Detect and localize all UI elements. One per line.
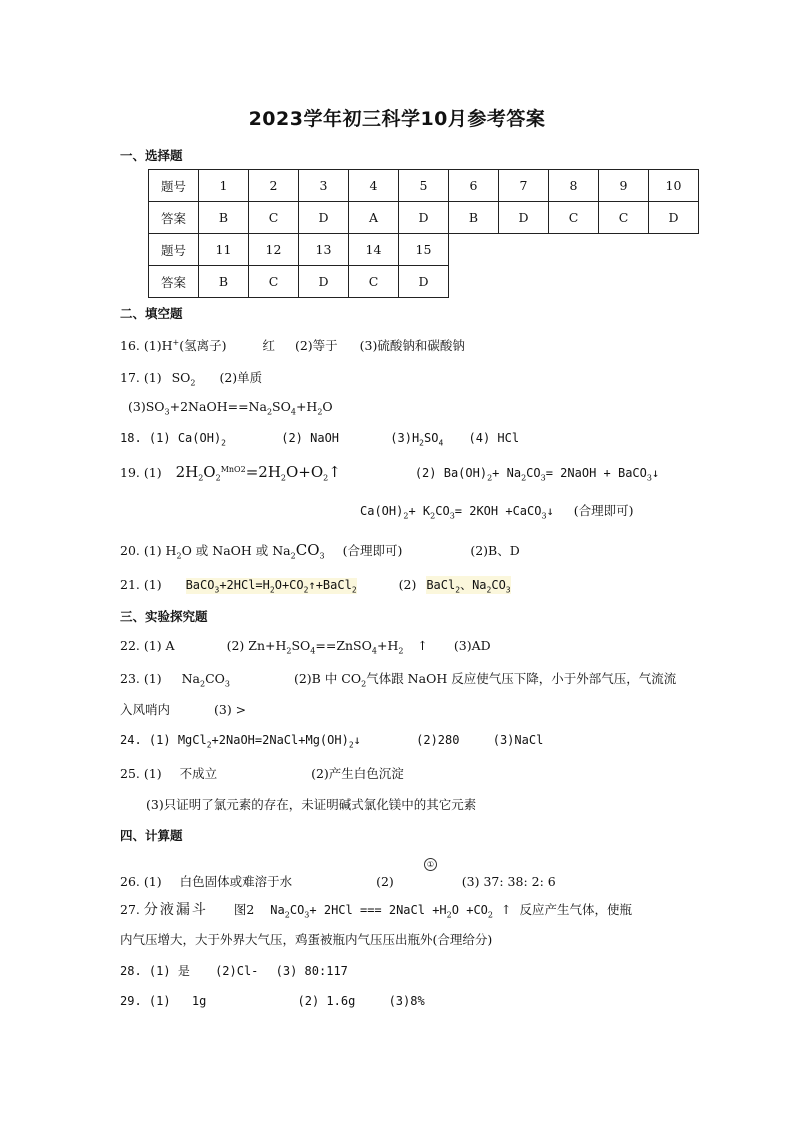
answer-21: 21. (1) $BaCO_3+2HCl=H_2O+CO_2↑+BaCl_2$ (2) BaCl$_2$、$Na_2CO_3$ [120,577,511,595]
section-heading-calc: 四、计算题 [120,828,183,843]
answer-table-row1 [148,169,699,298]
table-cell: 7 [499,170,549,202]
table-cell: C [349,266,399,298]
table-cell: B [449,202,499,234]
table-cell: 13 [299,234,349,266]
row-label: 题号 [149,234,199,266]
answer-22: 22. (1) A (2) $Zn+H_2SO_4==ZnSO_4+H_2$ ↑ (3)AD [120,638,491,656]
table-cell: D [499,202,549,234]
table-cell: B [199,202,249,234]
table-cell: 3 [299,170,349,202]
answer-20: 20. (1) $H_2O$ 或 NaOH 或 $Na_2CO_3$ (合理即可) (2)B、D [120,541,520,561]
table-cell: D [299,202,349,234]
page-title: 2023学年初三科学10月参考答案 [248,108,546,130]
table-row [149,202,699,234]
table-cell: D [399,202,449,234]
table-cell: D [399,266,449,298]
circled-one-icon: ① [424,858,437,871]
table-row [149,266,699,298]
answer-25: 25. (1) 不成立 (2)产生白色沉淀 [120,766,404,781]
table-row [149,234,699,266]
row-label: 题号 [149,170,199,202]
answer-17: 17. (1) $SO_2$ (2)单质 [120,370,263,388]
table-cell: 14 [349,234,399,266]
answer-16: 16. (1)H+(氢离子) 红 (2)等于 (3)硫酸钠和碳酸钠 [120,337,465,353]
section-heading-experiment: 三、实验探究题 [120,609,208,624]
table-cell: 10 [649,170,699,202]
table-cell: D [299,266,349,298]
table-cell: 11 [199,234,249,266]
answer-27: 27. 分液漏斗 图2 $Na_2CO_3+ 2HCl$ === 2NaCl $+H_2O +CO_2$ ↑ 反应产生气体，使瓶 [120,902,632,920]
table-cell: C [599,202,649,234]
answer-19: 19. (1) $2H_2O_2^{MnO2}=2H_2O+O_2↑$ (2) $Ba(OH)_2+ Na_2CO_3=$ 2NaOH + BaCO$_3$↓ [120,463,660,483]
table-cell: 4 [349,170,399,202]
highlighted-answer: BaCl$_2$、$Na_2CO_3$ [426,578,511,595]
section-heading-fill: 二、填空题 [120,306,183,321]
answer-26: 26. (1) 白色固体或难溶于水 (2) (3) 37: 38: 2: 6 [120,874,556,889]
answer-17-part3: $(3)SO_3+2NaOH==Na_2SO_4+H_2O$ [128,399,333,417]
table-cell: 8 [549,170,599,202]
table-cell: 12 [249,234,299,266]
table-cell: C [249,202,299,234]
answer-24: 24. (1) $MgCl_2+2NaOH=2NaCl+Mg(OH)_2↓$ (2)280 (3)NaCl [120,733,544,750]
answer-28: 28. (1) 是 (2)Cl- (3) 80:117 [120,964,348,978]
table-cell: A [349,202,399,234]
answer-27-line2: 内气压增大，大于外界大气压，鸡蛋被瓶内气压压出瓶外(合理给分) [120,932,493,947]
row-label: 答案 [149,266,199,298]
table-row [149,170,699,202]
table-cell: 9 [599,170,649,202]
table-cell: C [249,266,299,298]
answer-23: 23. (1) $Na_2CO_3$ (2)B 中 $CO_2$气体跟 NaOH 反应使气压下降，小于外部气压，气流流 [120,671,677,689]
table-cell: 1 [199,170,249,202]
table-cell: C [549,202,599,234]
table-cell: 5 [399,170,449,202]
table-cell: B [199,266,249,298]
table-cell: 2 [249,170,299,202]
section-heading-choice: 一、选择题 [120,148,183,163]
answer-19-line2: $Ca(OH)_2+ K_2CO_3= 2KOH$ +CaCO$_3$↓ (合理即可) [360,503,634,521]
table-cell: 15 [399,234,449,266]
table-cell: D [649,202,699,234]
answer-18: 18. (1) $Ca(OH)_2$ (2) NaOH $(3)H_2SO_4$ (4) HCl [120,431,520,448]
answer-23-line2: 入风哨内 (3) > [120,702,247,717]
answer-25-part3: (3)只证明了氯元素的存在，未证明碱式氯化镁中的其它元素 [146,797,477,812]
highlighted-equation: $BaCO_3+2HCl=H_2O+CO_2↑+BaCl_2$ [185,578,357,595]
answer-29: 29. (1) 1g (2) 1.6g (3)8% [120,994,425,1008]
table-cell: 6 [449,170,499,202]
row-label: 答案 [149,202,199,234]
